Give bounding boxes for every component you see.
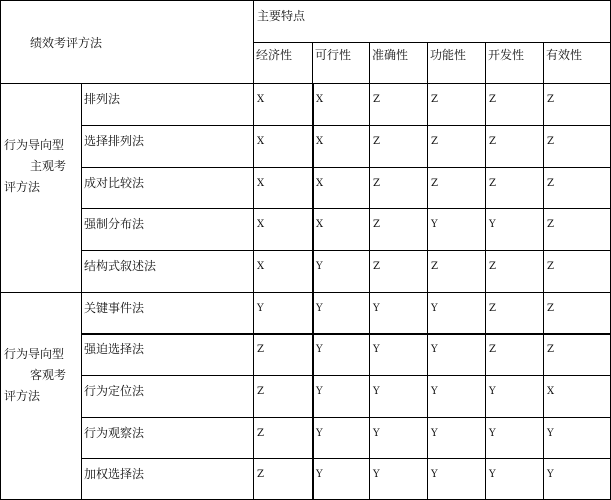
rating-value: X (316, 136, 323, 147)
rating-value: Y (547, 428, 554, 439)
row-divider (81, 250, 611, 251)
feature-column-header: 开发性 (488, 48, 525, 62)
method-name: 排列法 (84, 92, 121, 106)
rating-value: Y (316, 386, 323, 397)
rating-value: X (257, 136, 264, 147)
row-divider (81, 208, 611, 209)
table-border-left (0, 0, 1, 500)
rating-value: Z (547, 303, 554, 314)
rating-value: Z (547, 261, 554, 272)
group-label: 行为导向型 (4, 138, 65, 152)
rating-value: Z (489, 94, 496, 105)
rating-value: X (316, 219, 323, 230)
method-name: 强制分布法 (84, 217, 145, 231)
rating-value: Y (316, 261, 323, 272)
rating-value: Z (373, 178, 380, 189)
feature-column-divider (485, 42, 486, 500)
rating-value: Y (373, 386, 380, 397)
rating-value: X (257, 219, 264, 230)
rating-value: Z (373, 94, 380, 105)
rating-value: Z (547, 136, 554, 147)
row-divider (81, 458, 611, 459)
feature-column-header: 可行性 (315, 48, 352, 62)
method-name: 选择排列法 (84, 134, 145, 148)
rating-value: Y (489, 428, 496, 439)
rating-value: Y (489, 386, 496, 397)
rating-value: Z (431, 94, 438, 105)
rating-value: Z (489, 261, 496, 272)
group-label: 评方法 (4, 389, 41, 403)
rating-value: Z (489, 178, 496, 189)
rating-value: X (316, 94, 323, 105)
header-divider (253, 42, 611, 43)
group-label: 客观考 (30, 368, 67, 382)
group-label: 评方法 (4, 180, 41, 194)
rating-value: Z (373, 219, 380, 230)
feature-column-header: 准确性 (372, 48, 409, 62)
table-border-top (0, 0, 611, 1)
rating-value: Y (431, 428, 438, 439)
feature-column-header: 经济性 (256, 48, 293, 62)
rating-value: Z (373, 136, 380, 147)
rating-value: Y (547, 469, 554, 480)
method-name: 关键事件法 (84, 301, 145, 315)
rating-value: Y (316, 469, 323, 480)
rating-value: Z (257, 344, 264, 355)
rating-value: Z (373, 261, 380, 272)
row-divider (81, 167, 611, 168)
feature-column-header: 功能性 (430, 48, 467, 62)
method-name: 加权选择法 (84, 467, 145, 481)
method-name: 行为观察法 (84, 426, 145, 440)
rating-value: Z (257, 428, 264, 439)
rating-value: Y (431, 344, 438, 355)
rating-value: Y (316, 428, 323, 439)
rating-value: X (316, 178, 323, 189)
rating-value: Z (489, 303, 496, 314)
row-divider (81, 417, 611, 418)
method-name: 强迫选择法 (84, 342, 145, 356)
rating-value: X (257, 94, 264, 105)
header-bottom-line (0, 83, 611, 84)
rating-value: Y (431, 219, 438, 230)
rating-value: Y (489, 219, 496, 230)
rating-value: Y (373, 428, 380, 439)
rating-value: Y (316, 344, 323, 355)
corner-header: 绩效考评方法 (30, 36, 103, 50)
row-divider (81, 125, 611, 126)
rating-value: Y (431, 386, 438, 397)
group-label: 行为导向型 (4, 347, 65, 361)
feature-column-divider (543, 42, 544, 500)
rating-value: Y (431, 303, 438, 314)
rating-value: Z (431, 261, 438, 272)
rating-value: Y (373, 469, 380, 480)
feature-column-header: 有效性 (546, 48, 583, 62)
rating-value: Y (431, 469, 438, 480)
main-features-header: 主要特点 (257, 9, 306, 23)
group-label: 主观考 (30, 159, 67, 173)
rating-value: Y (316, 303, 323, 314)
rating-value: Z (431, 136, 438, 147)
rating-value: Z (489, 344, 496, 355)
rating-value: Y (489, 469, 496, 480)
rating-value: Z (547, 219, 554, 230)
rating-value: Z (547, 344, 554, 355)
rating-value: Y (373, 303, 380, 314)
row-divider (81, 375, 611, 376)
feature-column-divider (369, 42, 370, 500)
rating-value: Z (431, 178, 438, 189)
rating-value: Z (257, 386, 264, 397)
rating-value: Z (547, 178, 554, 189)
group-separator (0, 292, 611, 293)
rating-value: Z (547, 94, 554, 105)
rating-value: X (547, 386, 554, 397)
feature-column-divider (427, 42, 428, 500)
rating-value: Y (257, 303, 264, 314)
rating-value: Z (257, 469, 264, 480)
row-divider (81, 333, 611, 335)
rating-value: Y (373, 344, 380, 355)
method-name: 成对比较法 (84, 176, 145, 190)
rating-value: X (257, 261, 264, 272)
rating-value: X (257, 178, 264, 189)
method-name: 结构式叙述法 (84, 259, 157, 273)
rating-value: Z (489, 136, 496, 147)
method-name: 行为定位法 (84, 384, 145, 398)
